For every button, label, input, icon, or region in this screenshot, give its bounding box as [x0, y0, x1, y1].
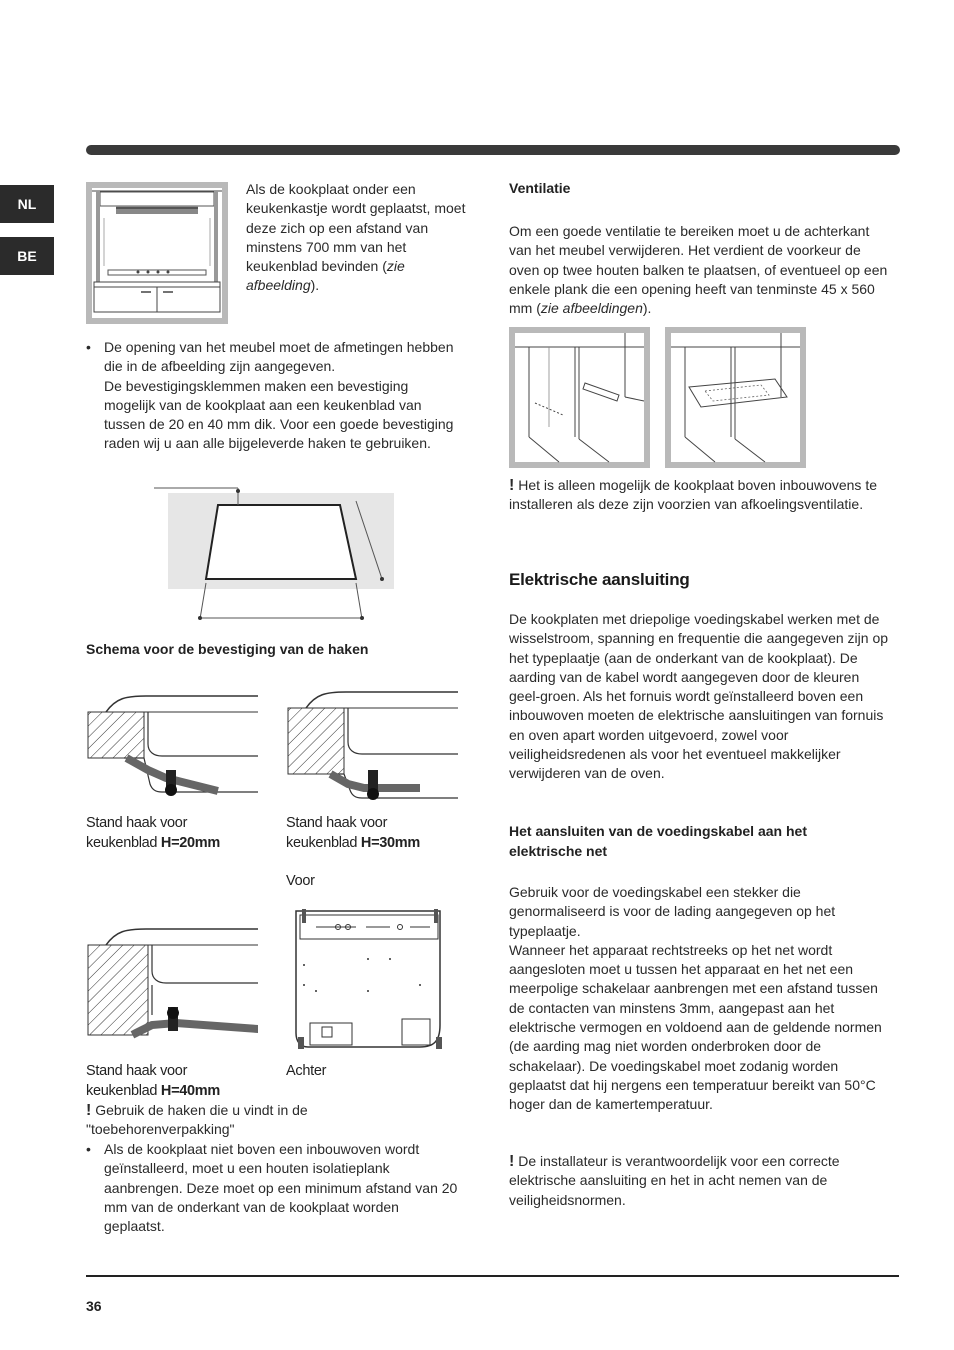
warning-mark: ! — [509, 477, 515, 494]
intro-paragraph — [246, 180, 466, 296]
ventilation-figure-shelf — [665, 327, 806, 468]
electric-paragraph: De kookplaten met driepolige voedingskabel werken met de wisselstroom, spanning en frequentie die aangegeven zijn op het typeplaatje (aan de onderkant van de kookplaat). De aarding van de kabel wordt aangegeven door de kleuren geel-groen. Als het fornuis wordt geïnstalleerd boven een inbouwoven moeten de elektrische aansluitingen van fornuis en oven apart worden uitgevoerd, zowel voor veiligheidsredenen als voor het eventueel makkelijker verwijderen van de oven. — [509, 611, 889, 782]
cutout-figure — [150, 483, 400, 623]
bullet-insulation — [86, 1140, 462, 1236]
ventilation-note-text: Het is alleen mogelijk de kookplaat boven inbouwovens te installeren als deze zijn voorzien van afkoelingsventilatie. — [509, 477, 877, 513]
hook-figure-20mm — [86, 694, 258, 806]
schema-title: Schema voor de bevestiging van de haken — [86, 641, 369, 657]
hook3-value: H=40mm — [160, 1082, 220, 1099]
back-label: Achter — [286, 1063, 327, 1079]
bullet1-line2: De bevestigingsklemmen maken een bevestiging mogelijk van de kookplaat aan een keukenblad van tussen de 20 en 40 mm dik. Voor een goede bevestiging raden wij u aan alle bijgeleverde haken te gebruiken. — [104, 377, 454, 452]
lang-tab-nl[interactable]: NL — [0, 185, 54, 223]
ventilation-paragraph — [509, 222, 889, 318]
ventilation-ref: zie afbeeldingen — [540, 300, 643, 317]
hook1-label2: keukenblad — [86, 834, 161, 851]
bullet2-text: • Als de kookplaat niet boven een inbouwoven wordt geïnstalleerd, moet u een houten isolatieplank aanbrengen. Deze moet op een minimum afstand van 20 mm van de onderkant van de kookplaat worden geplaatst. — [86, 1140, 462, 1236]
hob-underside-figure — [286, 905, 458, 1055]
ventilation-figure-beams — [509, 327, 650, 468]
installer-note-text: De installateur is verantwoordelijk voor een correcte elektrische aansluiting en het in acht nemen van de veiligheidsnormen. — [509, 1153, 840, 1208]
hook-caption-20mm — [86, 814, 276, 853]
ventilation-text: Om een goede ventilatie te bereiken moet u de achterkant van het meubel verwijderen. Het verdient de voorkeur de oven op twee houten balken te plaatsen, of eventueel op een enkele plank die een opening heeft van tenminste 45 x 560 mm ( — [509, 223, 888, 317]
hook3-label2: keukenblad — [86, 1082, 161, 1099]
header-bar — [86, 145, 900, 155]
intro-ref: zie afbeelding — [246, 258, 405, 294]
page-number: 36 — [86, 1298, 102, 1314]
cable-text1: Gebruik voor de voedingskabel een stekker die genormaliseerd is voor de lading aangegeven op het typeplaatje. — [509, 884, 836, 939]
hook-caption-30mm — [286, 814, 476, 853]
footer-rule — [86, 1275, 899, 1277]
hook2-label: Stand haak voor — [286, 815, 388, 831]
ventilation-note — [509, 476, 889, 515]
hook2-value: H=30mm — [360, 834, 420, 851]
hook-caption-40mm — [86, 1062, 276, 1101]
lang-tab-be[interactable]: BE — [0, 237, 54, 275]
hook-figure-30mm — [286, 690, 458, 806]
bullet-opening — [86, 338, 462, 454]
warning-mark: ! — [86, 1102, 92, 1119]
hook3-label: Stand haak voor — [86, 1063, 188, 1079]
installer-note — [509, 1152, 889, 1210]
cable-text2: Wanneer het apparaat rechtstreeks op het net wordt aangesloten moet u tussen het apparaat en het net een meerpolige schakelaar aanbrengen met een afstand tussen de contacten van minstens 3mm, aangepast aan het elektrische vermogen en voldoend aan de geldende normen (de aarding mag niet worden onderbroken door de schakelaar). De voedingskabel moet zodanig worden geplaatst dat hij nergens een temperatuur bereikt van 50°C hoger dan de kamertemperatuur. — [509, 941, 882, 1113]
hook1-label: Stand haak voor — [86, 815, 188, 831]
front-label: Voor — [286, 873, 315, 889]
cable-title: Het aansluiten van de voedingskabel aan het elektrische net — [509, 823, 807, 859]
hooks-note — [86, 1101, 446, 1140]
hook-figure-40mm — [86, 925, 258, 1049]
hook1-value: H=20mm — [160, 834, 220, 851]
hook2-label2: keukenblad — [286, 834, 361, 851]
intro-text: Als de kookplaat onder een keukenkastje wordt geplaatst, moet deze zich op een afstand van minstens 700 mm van het keukenblad bevinden ( — [246, 181, 466, 275]
ventilation-end: ). — [642, 300, 652, 317]
cabinet-figure — [86, 182, 228, 324]
intro-end: ). — [310, 277, 320, 294]
warning-mark: ! — [509, 1153, 515, 1170]
bullet1-line1: De opening van het meubel moet de afmetingen hebben die in de afbeelding zijn aangegeven. — [104, 339, 454, 375]
ventilation-title: Ventilatie — [509, 180, 571, 196]
hooks-note-text: Gebruik de haken die u vindt in de "toebehorenverpakking" — [86, 1102, 308, 1138]
cable-paragraph — [509, 883, 889, 1115]
electric-title: Elektrische aansluiting — [509, 570, 690, 589]
